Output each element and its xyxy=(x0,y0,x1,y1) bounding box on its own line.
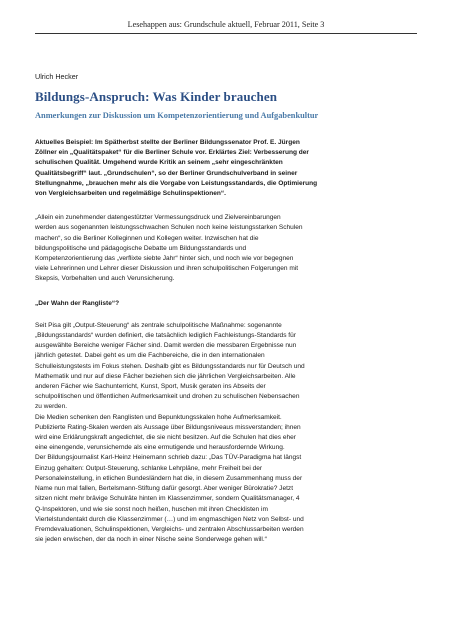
text-line: Personaleinstellung, in etlichen Bundesländern hat die, in diesem Zusammenhang muss der xyxy=(35,474,303,482)
text-line: wird eine Erklärungskraft angedichtet, die sie nicht besitzen. Auf die Schulen hat dies eher xyxy=(35,434,296,442)
section-heading: „Der Wahn der Rangliste“? xyxy=(35,299,120,307)
text-line: Einzug gehalten: Output-Steuerung, schlanke Lehrpläne, mehr Freiheit bei der xyxy=(35,464,263,472)
text-line: sitzen nicht mehr brävige Schulräte hinten im Klassenzimmer, sondern Qualitätsmanager, 4 xyxy=(35,495,300,503)
text-line: anderen Fächer wie Sachunterricht, Kunst, Sport, Musik geraten ins Abseits der xyxy=(35,383,266,391)
text-line: Viertelstundentakt durch die Klassenzimmer (…) und im engmaschigen Netz von Selbst- und xyxy=(35,515,304,523)
text-line: Skepsis, Vorbehalten und auch Verunsicherung. xyxy=(35,275,175,283)
text-line: Kompetenzorientierung das „verflixte siebte Jahr“ hinter sich, und noch wie vor begegnen xyxy=(35,255,294,263)
text-line: Schulleistungstests im Fokus stehen. Deshalb gibt es Bildungsstandards nur für Deutsch und xyxy=(35,362,305,370)
intro-paragraph xyxy=(35,213,422,284)
text-line: jährlich getestet. Dabei geht es um die Fachbereiche, die in den internationalen xyxy=(35,352,265,360)
text-line: Q-Inspektoren, und wie sie sonst noch heißen, huschen mit ihren Checklisten im xyxy=(35,505,268,513)
text-line: schulpolitischen und öffentlichen Aufmerksamkeit und drohen zu schulischen Nebensachen xyxy=(35,393,300,401)
text-line: Der Bildungsjournalist Karl-Heinz Heinemann schrieb dazu: „Das TÜV-Paradigma hat längst xyxy=(35,454,302,462)
lead-paragraph xyxy=(35,138,422,199)
text-line: machen“, so die Berliner Kolleginnen und Kollegen weiter. Inzwischen hat die xyxy=(35,234,259,242)
author-name: Ulrich Hecker xyxy=(35,72,79,81)
text-line: viele Lehrerinnen und Lehrer dieser Diskussion und ihren schulpolitischen Folgerungen mit xyxy=(35,265,299,273)
text-line: Qualitätsbegriff“ laut. „Grundschulen“, so der Berliner Grundschulverband in seiner xyxy=(35,169,298,177)
text-line: schulischen Qualität. Umgehend wurde Kritik an seinem „sehr eingeschränkten xyxy=(35,159,283,167)
article-title: Bildungs-Anspruch: Was Kinder brauchen xyxy=(35,89,278,104)
text-line: Name nun mal fallen, Bertelsmann-Stiftung dafür gesorgt. Aber weniger Bürokratie? Jetzt xyxy=(35,485,294,493)
text-line: zu werden. xyxy=(35,403,68,411)
text-line: „Allein ein zunehmender datengestützter Vermessungsdruck und Zielvereinbarungen xyxy=(35,214,281,222)
text-line: Zöllner ein „Qualitätspaket“ für die Berliner Schule vor. Erklärtes Ziel: Verbesserung der xyxy=(35,149,309,157)
text-line: bildungspolitische und pädagogische Debatte um Bildungsstandards und xyxy=(35,244,247,252)
text-line: eine einengende, verunsichernde als eine ermutigende und herausfordernde Wirkung. xyxy=(35,444,285,452)
text-line: Die Medien schenken den Ranglisten und Bepunktungsskalen hohe Aufmerksamkeit. xyxy=(35,413,282,421)
text-line: Seit Pisa gilt „Output-Steuerung“ als zentrale schulpolitische Maßnahme: sogenannte xyxy=(35,321,282,329)
text-line: Mathematik und nur auf diese Fächer beziehen sich die jährlichen Vergleichsarbeiten. Alle xyxy=(35,372,296,380)
text-line: Stellungnahme, „brauchen mehr als die Vorgabe von Leistungsstandards, die Optimierung xyxy=(35,179,318,187)
text-line: Aktuelles Beispiel: Im Spätherbst stellte der Berliner Bildungssenator Prof. E. Jürgen xyxy=(35,139,300,146)
text-line: von Vergleichsarbeiten und regelmäßige Schulinspektionen“. xyxy=(35,190,226,198)
text-line: sie jeden erwischen, der da noch in einer Nische seine Sonderwege gehen will.“ xyxy=(35,536,267,544)
text-line: Fremdevaluationen, Schulinspektionen, Vergleichs- und zentralen Abschlussarbeiten werden xyxy=(35,525,304,533)
text-line: ausgewählte Bereiche weniger Fächer sind. Damit werden die messbaren Ergebnisse nun xyxy=(35,342,297,350)
text-line: werden aus sogenannten leistungsschwachen Schulen noch keine leistungsstarken Schulen xyxy=(35,224,303,232)
article-body xyxy=(35,72,422,545)
article-subtitle: Anmerkungen zur Diskussion um Kompetenzorientierung und Aufgabenkultur xyxy=(35,111,319,120)
text-line: Publizierte Rating-Skalen werden als Aussage über Bildungsniveaus missverstanden; ihnen xyxy=(35,423,301,431)
running-header: Lesehappen aus: Grundschule aktuell, Februar 2011, Seite 3 xyxy=(35,20,417,34)
section-paragraph xyxy=(35,321,422,545)
text-line: „Bildungsstandards“ wurden definiert, die tatsächlich lediglich Fachleistungs-Standards für xyxy=(35,332,296,340)
